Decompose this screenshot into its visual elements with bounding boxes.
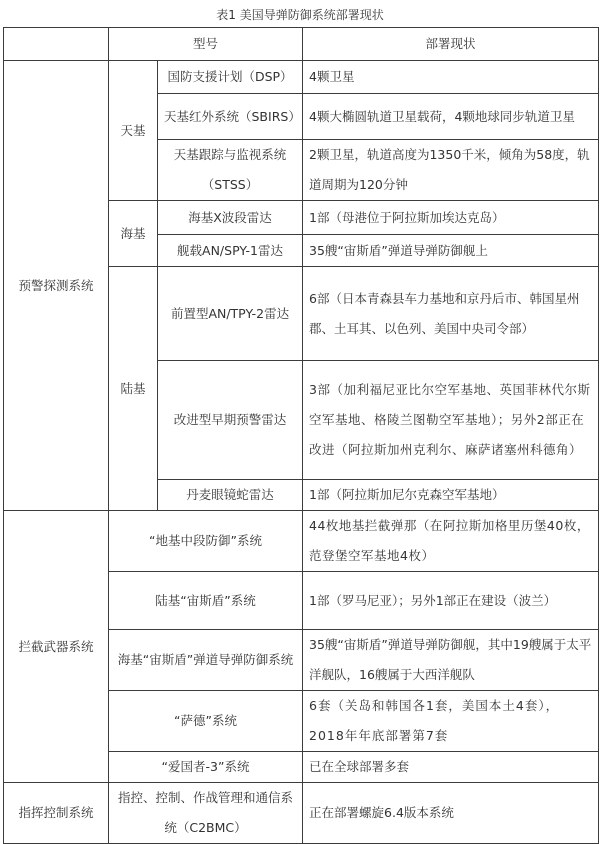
header-row: [4, 28, 599, 61]
table-row: [4, 61, 599, 94]
model-cell: 指控、控制、作战管理和通信系统（C2BMC）: [109, 783, 303, 844]
status-cell: 4颗大椭圆轨道卫星载荷，4颗地球同步轨道卫星: [303, 94, 599, 140]
status-cell: 1部（罗马尼亚）；另外1部正在建设（波兰）: [303, 572, 599, 630]
subgroup-land: 陆基: [109, 267, 158, 511]
model-cell: “爱国者-3”系统: [109, 752, 303, 783]
group-warning: 预警探测系统: [4, 61, 109, 511]
status-cell: 44枚地基拦截弹那（在阿拉斯加格里历堡40枚，范登堡空军基地4枚）: [303, 511, 599, 572]
model-cell: “萨德”系统: [109, 691, 303, 752]
table-row: [4, 511, 599, 572]
status-cell: 正在部署螺旋6.4版本系统: [303, 783, 599, 844]
table-row: [4, 783, 599, 844]
model-cell: 海基“宙斯盾”弹道导弹防御系统: [109, 630, 303, 691]
model-cell: 改进型早期预警雷达: [158, 361, 303, 480]
status-cell: 1部（阿拉斯加尼尔克森空军基地）: [303, 480, 599, 511]
status-cell: 6套（关岛和韩国各1套，美国本土4套），2018年年底部署第7套: [303, 691, 599, 752]
model-cell: 前置型AN/TPY-2雷达: [158, 267, 303, 361]
header-status: 部署现状: [303, 28, 599, 61]
model-cell: 海基X波段雷达: [158, 201, 303, 235]
subgroup-space: 天基: [109, 61, 158, 201]
header-category: [4, 28, 109, 61]
model-cell: 丹麦眼镜蛇雷达: [158, 480, 303, 511]
status-cell: 35艘“宙斯盾”弹道导弹防御舰，其中19艘属于太平洋舰队，16艘属于大西洋舰队: [303, 630, 599, 691]
status-cell: 1部（母港位于阿拉斯加埃达克岛）: [303, 201, 599, 235]
model-cell: 天基红外系统（SBIRS）: [158, 94, 303, 140]
group-intercept: 拦截武器系统: [4, 511, 109, 783]
status-cell: 已在全球部署多套: [303, 752, 599, 783]
status-cell: 3部（加利福尼亚比尔空军基地、英国菲林代尔斯空军基地、格陵兰图勒空军基地）；另外2部正在改进（阿拉斯加州克利尔、麻萨诸塞州科德角）: [303, 361, 599, 480]
model-cell: 陆基“宙斯盾”系统: [109, 572, 303, 630]
model-cell: 天基跟踪与监视系统（STSS）: [158, 140, 303, 201]
status-cell: 4颗卫星: [303, 61, 599, 94]
status-cell: 35艘“宙斯盾”弹道导弹防御舰上: [303, 235, 599, 267]
subgroup-sea: 海基: [109, 201, 158, 267]
deployment-table: [3, 27, 599, 844]
header-model: 型号: [109, 28, 303, 61]
status-cell: 6部（日本青森县车力基地和京丹后市、韩国星州郡、土耳其、以色列、美国中央司令部）: [303, 267, 599, 361]
model-cell: “地基中段防御”系统: [109, 511, 303, 572]
group-command: 指挥控制系统: [4, 783, 109, 844]
model-cell: 舰载AN/SPY-1雷达: [158, 235, 303, 267]
status-cell: 2颗卫星，轨道高度为1350千米，倾角为58度，轨道周期为120分钟: [303, 140, 599, 201]
model-cell: 国防支援计划（DSP）: [158, 61, 303, 94]
table-caption: 表1 美国导弹防御系统部署现状: [216, 8, 384, 22]
